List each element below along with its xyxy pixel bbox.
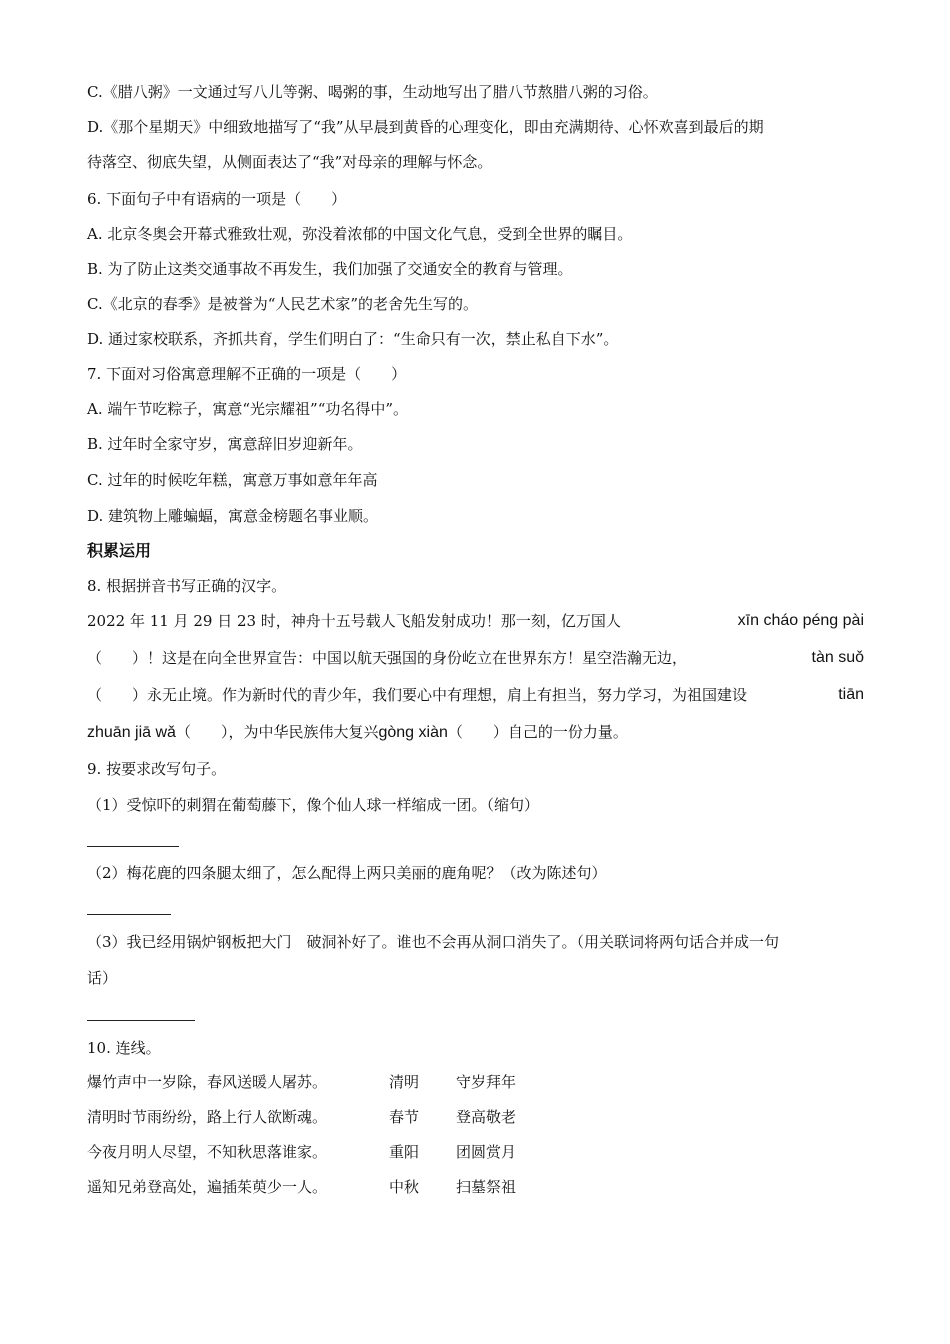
q10-customs-column <box>456 1072 516 1212</box>
q8-pinyin-2: tàn suǒ <box>811 649 864 666</box>
q8-pinyin-3a: tiān <box>838 686 864 703</box>
q7-option-c: C. 过年的时候吃年糕，寓意万事如意年年高 <box>87 471 378 489</box>
q9-answer-line-1[interactable] <box>87 846 179 847</box>
q9-sentence-3-line2: 话） <box>87 969 118 987</box>
q8-line3-text: （ ）永无止境。作为新时代的青少年，我们要心中有理想，肩上有担当，努力学习，为祖国建设 <box>87 686 748 704</box>
q10-poems-column <box>87 1072 327 1212</box>
q7-stem: 7. 下面对习俗寓意理解不正确的一项是（ ） <box>87 365 407 383</box>
q10-poem: 今夜月明人尽望，不知秋思落谁家。 <box>87 1143 328 1161</box>
q7-option-a: A. 端午节吃粽子，寓意“光宗耀祖”“功名得中”。 <box>87 400 409 418</box>
q8-stem: 8. 根据拼音书写正确的汉字。 <box>87 577 287 595</box>
q10-festivals-column <box>389 1072 419 1212</box>
q8-line1 <box>87 611 864 631</box>
q6-stem: 6. 下面句子中有语病的一项是（ ） <box>87 190 347 208</box>
q6-option-b: B. 为了防止这类交通事故不再发生，我们加强了交通安全的教育与管理。 <box>87 260 573 278</box>
section-title: 积累运用 <box>87 541 152 560</box>
q8-pinyin-4: gòng xiàn <box>378 724 448 741</box>
q7-option-d: D. 建筑物上雕蝙蝠，寓意金榜题名事业顺。 <box>87 507 379 525</box>
q10-festival: 重阳 <box>389 1143 420 1161</box>
q7-option-b: B. 过年时全家守岁，寓意辞旧岁迎新年。 <box>87 435 363 453</box>
q6-option-d: D. 通过家校联系，齐抓共育，学生们明白了：“生命只有一次，禁止私自下水”。 <box>87 330 619 348</box>
q9-stem: 9. 按要求改写句子。 <box>87 760 227 778</box>
q8-line4a-text: （ ），为中华民族伟大复兴 <box>175 723 379 741</box>
q10-poem: 遥知兄弟登高处，遍插茱萸少一人。 <box>87 1178 328 1196</box>
q8-line4 <box>87 722 628 743</box>
q10-festival: 清明 <box>389 1073 420 1091</box>
q8-line2-text: （ ）！这是在向全世界宣告：中国以航天强国的身份屹立在世界东方！星空浩瀚无边， <box>87 649 688 667</box>
q10-custom: 团圆赏月 <box>456 1143 517 1161</box>
q10-custom: 扫墓祭祖 <box>456 1178 517 1196</box>
q10-stem: 10. 连线。 <box>87 1039 161 1057</box>
q10-poem: 清明时节雨纷纷，路上行人欲断魂。 <box>87 1108 328 1126</box>
q8-pinyin-3b: zhuān jiā wǎ <box>87 724 176 741</box>
q10-poem: 爆竹声中一岁除，春风送暖人屠苏。 <box>87 1073 328 1091</box>
q8-line1-text: 2022 年 11 月 29 日 23 时，神舟十五号载人飞船发射成功！那一刻，亿万国人 <box>87 612 621 630</box>
q6-option-a: A. 北京冬奥会开幕式雅致壮观，弥没着浓郁的中国文化气息，受到全世界的瞩目。 <box>87 225 633 243</box>
q9-answer-line-2[interactable] <box>87 914 171 915</box>
q5-option-d-line1: D.《那个星期天》中细致地描写了“我”从早晨到黄昏的心理变化，即由充满期待、心怀欢喜到最后的期 <box>87 118 764 136</box>
q9-sentence-1: （1）受惊吓的刺猬在葡萄藤下，像个仙人球一样缩成一团。（缩句） <box>87 796 540 814</box>
q8-line4b-text: （ ）自己的一份力量。 <box>447 723 628 741</box>
q9-sentence-3-line1: （3）我已经用锅炉钢板把大门 破洞补好了。谁也不会再从洞口消失了。（用关联词将两句话合并成一句 <box>87 933 780 951</box>
q5-option-c: C.《腊八粥》一文通过写八儿等粥、喝粥的事，生动地写出了腊八节熬腊八粥的习俗。 <box>87 83 658 101</box>
q10-festival: 春节 <box>389 1108 420 1126</box>
q10-custom: 登高敬老 <box>456 1108 517 1126</box>
q6-option-c: C.《北京的春季》是被誉为“人民艺术家”的老舍先生写的。 <box>87 295 479 313</box>
q8-line2 <box>87 648 864 668</box>
q10-festival: 中秋 <box>389 1178 420 1196</box>
q8-line3 <box>87 685 864 705</box>
q10-custom: 守岁拜年 <box>456 1073 517 1091</box>
q5-option-d-line2: 待落空、彻底失望，从侧面表达了“我”对母亲的理解与怀念。 <box>87 153 493 171</box>
q9-sentence-2: （2）梅花鹿的四条腿太细了，怎么配得上两只美丽的鹿角呢？（改为陈述句） <box>87 864 607 882</box>
q9-answer-line-3[interactable] <box>87 1020 195 1021</box>
q8-pinyin-1: xīn cháo péng pài <box>737 612 864 629</box>
